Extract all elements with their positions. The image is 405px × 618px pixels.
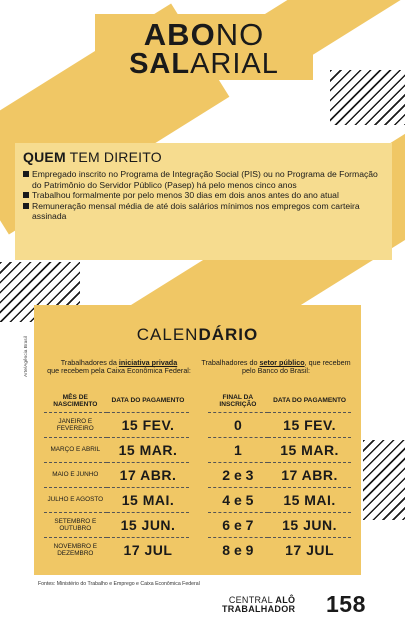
column-gap xyxy=(189,412,207,437)
public-intro-bold: setor público xyxy=(259,358,305,367)
row-public-date: 15 JUN. xyxy=(268,512,351,537)
hotline-alo: ALÔ xyxy=(275,595,296,605)
row-private-date: 15 FEV. xyxy=(107,412,190,437)
eligibility-item-text: Empregado inscrito no Programa de Integração Social (PIS) ou no Programa de Formação do Patrimônio do Servidor Público (Pasep) há pelo menos cinco anos xyxy=(32,169,378,190)
title-line-1 xyxy=(95,17,313,52)
public-intro-text: Trabalhadores do xyxy=(201,358,260,367)
table-row xyxy=(44,537,351,562)
payment-calendar-table xyxy=(44,394,351,563)
eligibility-item-text: Trabalhou formalmente por pelo menos 30 dias em dois anos antes do ano atual xyxy=(32,190,339,201)
row-month: MAIO E JUNHO xyxy=(44,462,107,487)
title-box xyxy=(95,14,313,80)
table-row xyxy=(44,487,351,512)
column-gap xyxy=(189,487,207,512)
table-row xyxy=(44,512,351,537)
decorative-hatch-bottom-right xyxy=(363,440,405,520)
column-gap xyxy=(189,437,207,462)
title-abo: ABO xyxy=(143,17,216,52)
row-public-date: 15 MAI. xyxy=(268,487,351,512)
row-final-digit: 4 e 5 xyxy=(208,487,269,512)
hotline-number: 158 xyxy=(326,591,366,617)
table-header-row xyxy=(44,394,351,413)
eligibility-title-bold: QUEM xyxy=(23,149,66,165)
title-sal: SAL xyxy=(129,48,191,80)
eligibility-title-rest: TEM DIREITO xyxy=(65,149,162,165)
row-private-date: 15 MAI. xyxy=(107,487,190,512)
column-gap xyxy=(189,394,207,413)
column-gap xyxy=(189,462,207,487)
row-month: SETEMBRO E OUTUBRO xyxy=(44,512,107,537)
header-public-payment-date: DATA DO PAGAMENTO xyxy=(268,394,351,413)
row-private-date: 17 JUL xyxy=(123,541,173,558)
row-final-digit: 6 e 7 xyxy=(208,512,269,537)
eligibility-item-text: Remuneração mensal média de até dois salários mínimos nos empregos com carteira assinada xyxy=(32,200,360,222)
eligibility-item xyxy=(23,190,384,201)
hotline-trabalhador: TRABALHADOR xyxy=(222,604,296,614)
row-public-date: 17 JUL xyxy=(285,541,335,558)
bullet-square-icon xyxy=(23,192,29,198)
image-credit: Arte/Agência Brasil xyxy=(24,336,29,377)
row-private-date: 17 ABR. xyxy=(107,462,190,487)
private-sector-intro xyxy=(44,359,194,376)
row-public-date: 15 MAR. xyxy=(268,437,351,462)
sources-note: Fontes: Ministério do Trabalho e Emprego e Caixa Econômica Federal xyxy=(38,581,200,587)
row-final-digit: 0 xyxy=(208,412,269,437)
eligibility-title xyxy=(23,149,384,165)
row-final-digit: 2 e 3 xyxy=(208,462,269,487)
eligibility-box xyxy=(15,143,392,260)
title-arial: ARIAL xyxy=(190,48,279,80)
hotline-label xyxy=(222,596,295,614)
calendar-box xyxy=(34,305,361,575)
row-month: JULHO E AGOSTO xyxy=(44,487,107,512)
row-month: JANEIRO E FEVEREIRO xyxy=(44,412,107,437)
calendar-intros xyxy=(44,359,351,376)
eligibility-item xyxy=(23,201,384,222)
row-month: NOVEMBRO E DEZEMBRO xyxy=(53,542,97,557)
header-final-digit: FINAL DA INSCRIÇÃO xyxy=(208,394,269,413)
eligibility-item xyxy=(23,169,384,190)
public-intro-text-2: , que recebem pelo Banco do Brasil: xyxy=(242,358,351,376)
hotline-central: CENTRAL xyxy=(228,595,276,605)
private-intro-text: Trabalhadores da xyxy=(60,358,119,367)
title-line-2 xyxy=(95,50,313,78)
row-final-digit: 1 xyxy=(208,437,269,462)
title-no: NO xyxy=(215,17,265,52)
header-private-payment-date: DATA DO PAGAMENTO xyxy=(107,394,190,413)
table-row xyxy=(44,462,351,487)
row-private-date: 15 JUN. xyxy=(107,512,190,537)
table-row xyxy=(44,437,351,462)
row-month: MARÇO E ABRIL xyxy=(44,437,107,462)
row-private-date: 15 MAR. xyxy=(107,437,190,462)
calendar-title-thin: CALEN xyxy=(136,325,199,344)
private-intro-bold: iniciativa privada xyxy=(118,358,178,367)
public-sector-intro xyxy=(201,359,351,376)
calendar-title xyxy=(44,325,351,345)
bullet-square-icon xyxy=(23,171,29,177)
row-final-digit: 8 e 9 xyxy=(222,541,254,558)
column-gap xyxy=(189,537,207,562)
table-row xyxy=(44,412,351,437)
calendar-title-bold: DÁRIO xyxy=(198,325,259,344)
column-gap xyxy=(189,512,207,537)
decorative-hatch-top-right xyxy=(330,70,405,125)
row-public-date: 17 ABR. xyxy=(268,462,351,487)
private-intro-text-2: que recebem pela Caixa Econômica Federal: xyxy=(47,366,191,376)
header-birth-month: MÊS DE NASCIMENTO xyxy=(44,394,107,413)
row-public-date: 15 FEV. xyxy=(268,412,351,437)
bullet-square-icon xyxy=(23,203,29,209)
